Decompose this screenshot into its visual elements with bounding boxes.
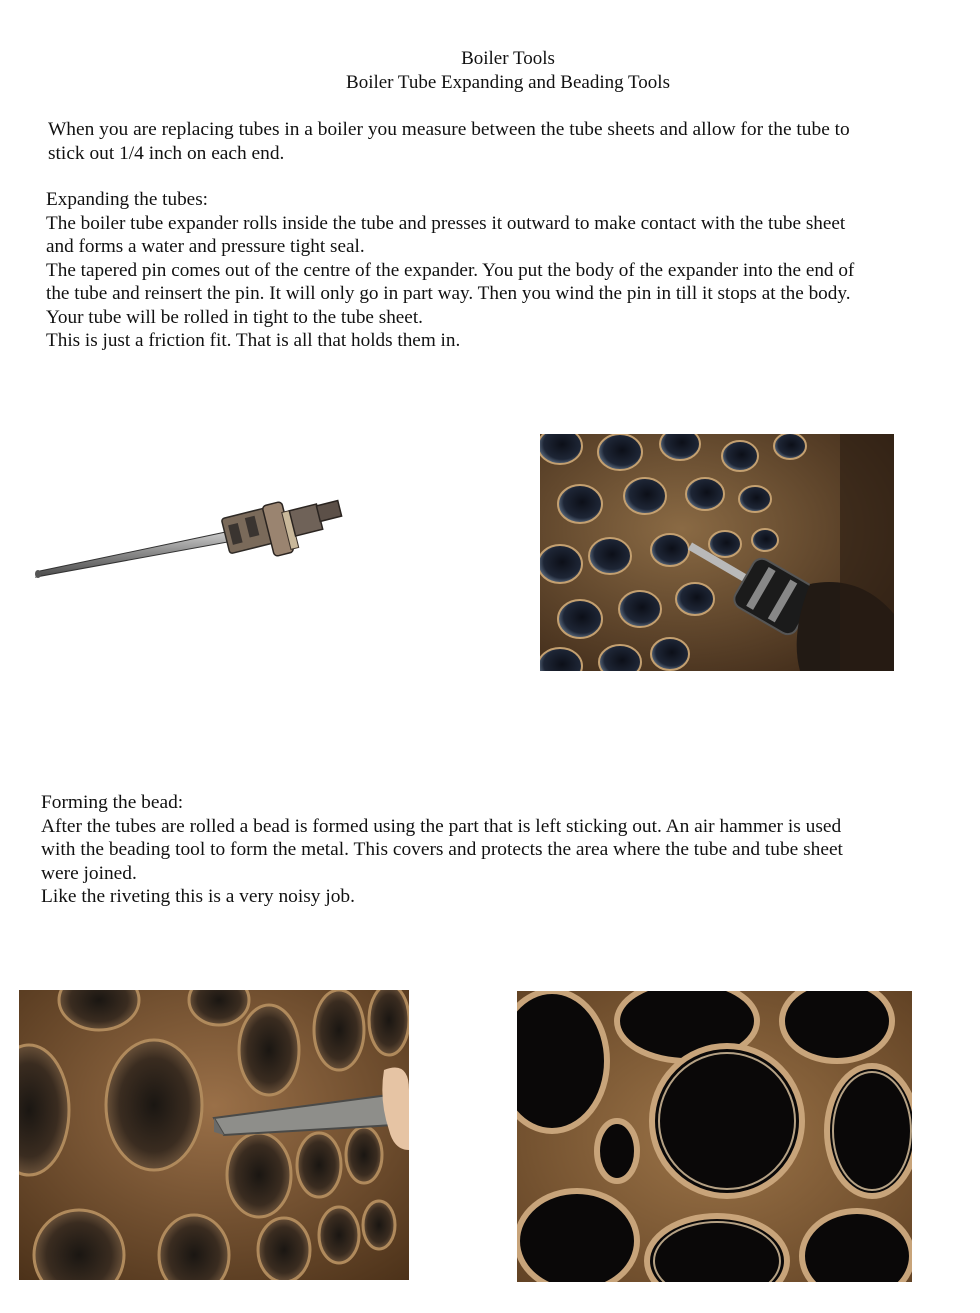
text-line: The tapered pin comes out of the centre of the expander. You put the body of the expander into the end of <box>46 259 855 281</box>
expander-in-use-photo <box>540 434 894 671</box>
section-heading: Expanding the tubes: <box>46 189 208 210</box>
text-line: the tube and reinsert the pin. It will only go in part way. Then you wind the pin in till it stops at the body. <box>46 283 851 304</box>
expander-tool-image <box>30 485 350 585</box>
text-line: The boiler tube expander rolls inside the tube and presses it outward to make contact with the tube sheet <box>46 212 846 234</box>
beading-tool-photo <box>19 990 409 1280</box>
text-line: This is just a friction fit. That is all that holds them in. <box>46 330 461 351</box>
section-heading: Forming the bead: <box>41 792 184 813</box>
text-line: and forms a water and pressure tight seal. <box>46 236 365 257</box>
page-subtitle: Boiler Tube Expanding and Beading Tools <box>346 72 670 93</box>
text-line: Like the riveting this is a very noisy job. <box>41 886 355 907</box>
text-line: When you are replacing tubes in a boiler you measure between the tube sheets and allow for the tube to <box>48 119 850 140</box>
beaded-tubes-photo <box>517 991 912 1282</box>
text-line: with the beading tool to form the metal. This covers and protects the area where the tube and tube sheet <box>41 839 843 860</box>
intro-paragraph <box>48 118 850 165</box>
text-line: stick out 1/4 inch on each end. <box>48 142 285 164</box>
text-line: were joined. <box>41 862 137 884</box>
expanding-section <box>46 188 854 353</box>
page-title: Boiler Tools <box>461 48 555 69</box>
beading-section <box>41 791 843 909</box>
text-line: After the tubes are rolled a bead is formed using the part that is left sticking out. An air hammer is used <box>41 815 842 837</box>
text-line: Your tube will be rolled in tight to the tube sheet. <box>46 306 423 328</box>
